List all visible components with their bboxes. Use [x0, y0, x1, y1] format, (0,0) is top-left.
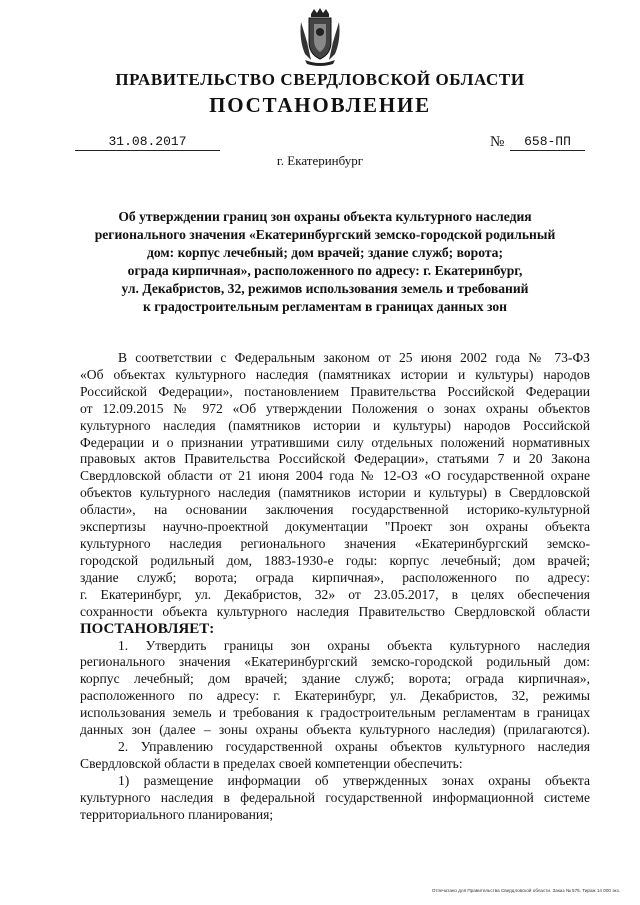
item-1-line: 1. Утвердить границы зон охраны объекта культурного наследия [118, 637, 590, 653]
subject-line: к градостроительным регламентам в границах данных зон [143, 299, 507, 314]
preamble-line: правовых актов Правительства Российской Федерации», статьями 7 и 20 Закона [80, 451, 590, 467]
print-footer: Отпечатано для Правительства Свердловской области. Заказ № 575. Тираж 14 000 экз. [431, 888, 620, 893]
number-sign: № [490, 134, 505, 150]
document-type: ПОСТАНОВЛЕНИЕ [209, 93, 431, 117]
preamble-line: экспертизы научно-проектной документации "Проект зон охраны объекта [80, 519, 590, 535]
resolves-heading: ПОСТАНОВЛЯЕТ: [80, 620, 215, 637]
document-subject [70, 208, 580, 316]
document-number: 658-ПП [510, 134, 585, 151]
item-2-1-line: территориального планирования; [80, 806, 274, 822]
item-1-line: корпус лечебный; дом врачей; здание служб; ворота; ограда кирпичная», [80, 671, 590, 687]
preamble-line: сохранности объекта культурного наследия Правительство Свердловской области [80, 603, 590, 619]
subject-line: ограда кирпичная», расположенного по адресу: г. Екатеринбург, [127, 263, 523, 278]
document-body [80, 350, 590, 823]
preamble-line: В соответствии с Федеральным законом от 25 июня 2002 года № 73-ФЗ [118, 350, 590, 365]
preamble-line: «Об объектах культурного наследия (памятниках истории и культуры) народов [80, 366, 590, 382]
item-2-1-line: культурного наследия в федеральной государственной информационной системе [80, 789, 590, 805]
preamble-line: Российской Федерации», постановлением Правительства Российской Федерации [80, 383, 590, 399]
item-2-line: Свердловской области в пределах своей компетенции обеспечить: [80, 755, 463, 771]
document-city: г. Екатеринбург [276, 153, 364, 168]
subject-line: дом: корпус лечебный; дом врачей; здание служб; ворота; [146, 245, 503, 260]
preamble-line: г. Екатеринбург, ул. Декабристов, 32» от 23.05.2017, в целях обеспечения [80, 586, 590, 602]
preamble-line: культурного наследия (памятников истории и культуры) народов Российской [80, 417, 590, 433]
government-title: ПРАВИТЕЛЬСТВО СВЕРДЛОВСКОЙ ОБЛАСТИ [115, 70, 525, 89]
document-date: 31.08.2017 [75, 134, 220, 151]
item-1-line: данных зон (далее – зоны охраны объекта культурного наследия) (прилагаются). [80, 722, 590, 738]
item-1-line: расположенного по адресу: г. Екатеринбург, ул. Декабристов, 32, режимы [80, 688, 590, 704]
preamble-line: области», на основании заключения государственной историко-культурной [80, 502, 590, 518]
preamble-line: культурного наследия регионального значения «Екатеринбургский земско- [80, 535, 590, 551]
item-1-line: регионального значения «Екатеринбургский земско-городской родильный дом: [80, 654, 590, 670]
item-2-1-line: 1) размещение информации об утвержденных зонах охраны объекта [118, 772, 590, 788]
subject-line: регионального значения «Екатеринбургский земско-городской родильный [94, 227, 556, 242]
preamble-line: Свердловской области от 21 июня 2004 года № 12-ОЗ «О государственной охране [80, 468, 590, 484]
preamble-line: здание служб; ворота; ограда кирпичная», расположенного по адресу: [80, 569, 590, 585]
coat-of-arms-icon [297, 8, 343, 66]
preamble-line: объектов культурного наследия (памятников истории и культуры) в Свердловской [80, 485, 590, 501]
preamble-line: от 12.09.2015 № 972 «Об утверждении Положения о зонах охраны объектов [80, 400, 590, 416]
item-2-line: 2. Управлению государственной охраны объектов культурного наследия [118, 738, 590, 754]
item-1-line: использования земель и требования к градостроительным регламентам в границах [80, 705, 590, 721]
subject-line: ул. Декабристов, 32, режимов использования земель и требований [121, 281, 529, 296]
subject-line: Об утверждении границ зон охраны объекта культурного наследия [118, 209, 532, 224]
preamble-line: городской родильный дом, 1883-1930-е годы: корпус лечебный; дом врачей; [80, 552, 590, 568]
preamble-line: Федерации и о признании утратившими силу отдельных положений нормативных [80, 434, 590, 450]
